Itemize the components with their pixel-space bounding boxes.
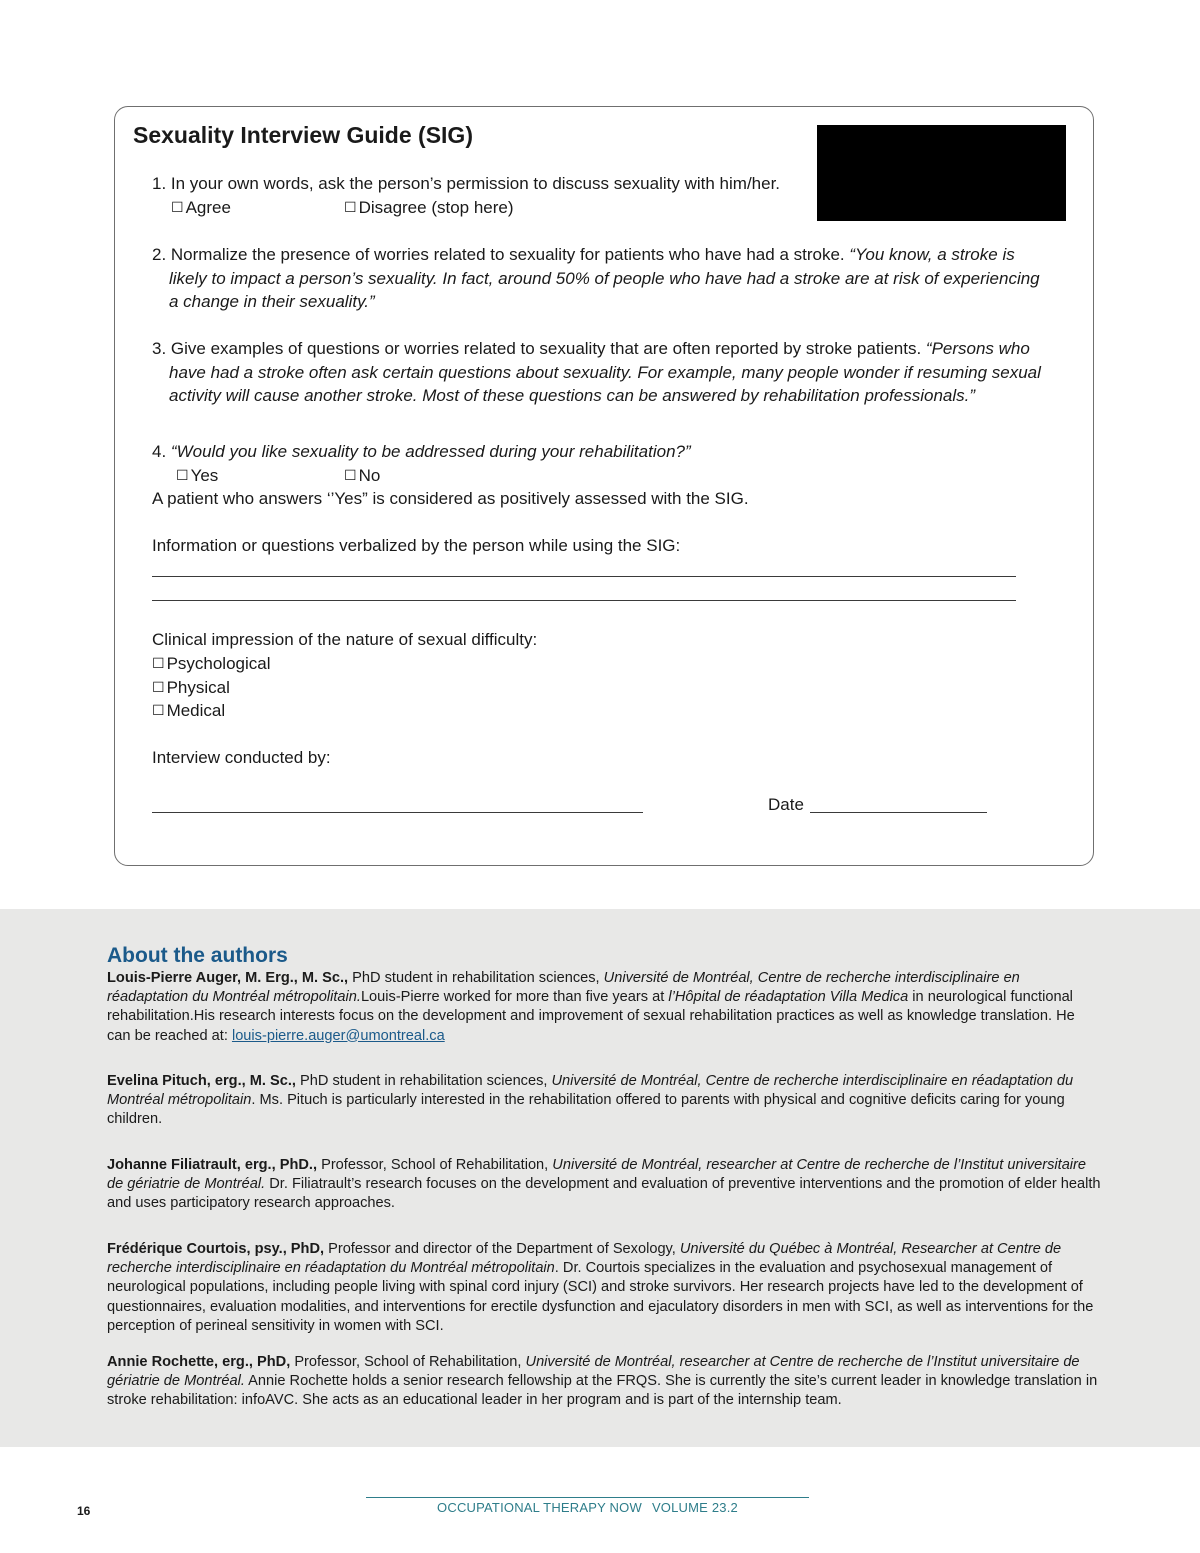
author-bio-courtois (107, 1240, 1102, 1336)
info-write-line-2[interactable] (152, 600, 1016, 601)
author-bio-auger (107, 969, 1102, 1046)
date-write-line[interactable] (810, 812, 987, 813)
bio-text: Professor and director of the Department of Sexology, (324, 1241, 680, 1257)
author-name: Frédérique Courtois, psy., PhD, (107, 1241, 325, 1257)
bio-text: . Dr. Courtois specializes in the evaluation and psychosexual management of neurological populations, including people living with spinal cord injury (SCI) and stroke survivors. Her research projects have led to the development of questionnaires, evaluation modalities, and interventions for erectile dysfunction and ejaculatory disorders in men with SCI, as well as interventions for the perception of perineal sensitivity in women with SCI. (107, 1260, 1094, 1334)
q4-no-label: No (358, 466, 381, 485)
q3-quote-2: have had a stroke often ask certain questions about sexuality. For example, many people wonder if resuming sexual (169, 363, 1041, 382)
author-name: Louis-Pierre Auger, M. Erg., M. Sc., (107, 970, 349, 986)
clinical-option-label: Psychological (166, 654, 271, 673)
bio-affiliation: l’Hôpital de réadaptation Villa Medica (668, 989, 909, 1006)
q4-note: A patient who answers ‘’Yes” is considered as positively assessed with the SIG. (152, 489, 749, 508)
bio-text: Dr. Filiatrault’s research focuses on the development and evaluation of preventive interventions and the promotion of elder health and uses participatory research approaches. (107, 1176, 1101, 1212)
q2-lead: 2. Normalize the presence of worries related to sexuality for patients who have had a stroke. (152, 245, 850, 264)
q4-num: 4. (152, 442, 171, 461)
q2-quote-2: likely to impact a person’s sexuality. In fact, around 50% of people who have had a stroke are at risk of experiencing (169, 269, 1040, 288)
bio-text: Annie Rochette holds a senior research fellowship at the FRQS. She is currently the site’s current leader in knowledge translation in stroke rehabilitation: infoAVC. She acts as an educational leader in her program and is part of the internship team. (107, 1373, 1098, 1409)
bio-text: PhD student in rehabilitation sciences, (348, 970, 604, 986)
q3-quote-1: “Persons who (925, 339, 1030, 358)
bio-affiliation: Université de Montréal, researcher at Centre de recherche de l’Institut universitaire de gériatrie de Montréal. (107, 1157, 1087, 1193)
author-bio-pituch (107, 1072, 1102, 1130)
checkbox-icon: ☐ (344, 200, 357, 216)
clinical-option-label: Medical (166, 701, 226, 720)
authors-heading: About the authors (107, 944, 288, 967)
author-bio-rochette (107, 1353, 1102, 1411)
clinical-option-physical[interactable] (152, 676, 230, 701)
q1-text: 1. In your own words, ask the person’s permission to discuss sexuality with him/her. (152, 174, 781, 193)
bio-text: Louis-Pierre worked for more than five years at (360, 989, 669, 1006)
bio-affiliation: Université du Québec à Montréal, Researcher at Centre de recherche interdisciplinaire en réadaptation du Montréal métropolitain (107, 1241, 1062, 1277)
q4-option-no[interactable] (344, 464, 380, 489)
interviewer-signature-line[interactable] (152, 812, 643, 813)
author-name: Annie Rochette, erg., PhD, (107, 1354, 291, 1370)
q3-line-2 (169, 361, 1041, 385)
date-label: Date (768, 795, 804, 814)
checkbox-icon: ☐ (152, 680, 165, 696)
bio-text: . Ms. Pituch is particularly interested in the rehabilitation offered to parents with physical and cognitive deficits caring for young children. (107, 1092, 1065, 1128)
author-email-link[interactable]: louis-pierre.auger@umontreal.ca (231, 1027, 445, 1044)
q2-line-1 (152, 243, 1015, 267)
q4-quote: “Would you like sexuality to be addressed during your rehabilitation?” (170, 442, 691, 461)
bio-affiliation: Université de Montréal, Centre de recherche interdisciplinaire en réadaptation du Montréal métropolitain. (107, 970, 1020, 1006)
q3-quote-3: activity will cause another stroke. Most of these questions can be answered by rehabilitation professionals.” (169, 386, 976, 405)
clinical-option-label: Physical (166, 678, 230, 697)
bio-affiliation: Université de Montréal, Centre de recherche interdisciplinaire en réadaptation du Montréal métropolitain (107, 1073, 1074, 1109)
footer-divider (366, 1497, 809, 1498)
q1-disagree-label: Disagree (stop here) (358, 198, 514, 217)
author-name: Johanne Filiatrault, erg., PhD., (107, 1157, 318, 1173)
bio-text: in neurological functional rehabilitation.His research interests focus on the development and improvement of sexual rehabilitation practices as well as knowledge translation. He can be reached at: (107, 989, 1075, 1044)
clinical-option-medical[interactable] (152, 699, 225, 724)
clinical-option-psychological[interactable] (152, 652, 271, 677)
q3-line-1 (152, 337, 1030, 361)
page-number: 16 (77, 1504, 91, 1518)
q4-option-yes[interactable] (176, 464, 218, 489)
bio-affiliation: Université de Montréal, researcher at Centre de recherche de l’Institut universitaire de gériatrie de Montréal. (107, 1354, 1080, 1390)
q2-quote-3: a change in their sexuality.” (169, 292, 375, 311)
info-write-line-1[interactable] (152, 576, 1016, 577)
q3-lead: 3. Give examples of questions or worries related to sexuality that are often reported by stroke patients. (152, 339, 926, 358)
q3-line-3 (169, 384, 975, 408)
q1-agree-label: Agree (185, 198, 231, 217)
checkbox-icon: ☐ (171, 200, 184, 216)
q2-quote-1: “You know, a stroke is (849, 245, 1015, 264)
q1-option-agree[interactable] (171, 196, 231, 221)
q2-line-2 (169, 267, 1040, 291)
checkbox-icon: ☐ (176, 468, 189, 484)
author-bio-filiatrault (107, 1156, 1102, 1214)
q2-line-3 (169, 290, 375, 314)
bio-text: PhD student in rehabilitation sciences, (295, 1073, 552, 1089)
q4-line (152, 440, 691, 464)
footer-publication (366, 1500, 809, 1515)
checkbox-icon: ☐ (152, 703, 165, 719)
clinical-label: Clinical impression of the nature of sexual difficulty: (152, 630, 538, 649)
checkbox-icon: ☐ (152, 656, 165, 672)
checkbox-icon: ☐ (344, 468, 357, 484)
author-name: Evelina Pituch, erg., M. Sc., (107, 1073, 296, 1089)
q4-yes-label: Yes (190, 466, 219, 485)
conducted-label: Interview conducted by: (152, 748, 331, 767)
bio-text: Professor, School of Rehabilitation, (290, 1354, 526, 1370)
publication-volume: VOLUME 23.2 (651, 1500, 738, 1515)
info-label: Information or questions verbalized by the person while using the SIG: (152, 536, 681, 555)
sig-title: Sexuality Interview Guide (SIG) (133, 122, 473, 148)
publication-name: OCCUPATIONAL THERAPY NOW (437, 1500, 642, 1515)
q1-option-disagree[interactable] (344, 196, 514, 221)
bio-text: Professor, School of Rehabilitation, (317, 1157, 553, 1173)
redacted-block (817, 125, 1066, 221)
